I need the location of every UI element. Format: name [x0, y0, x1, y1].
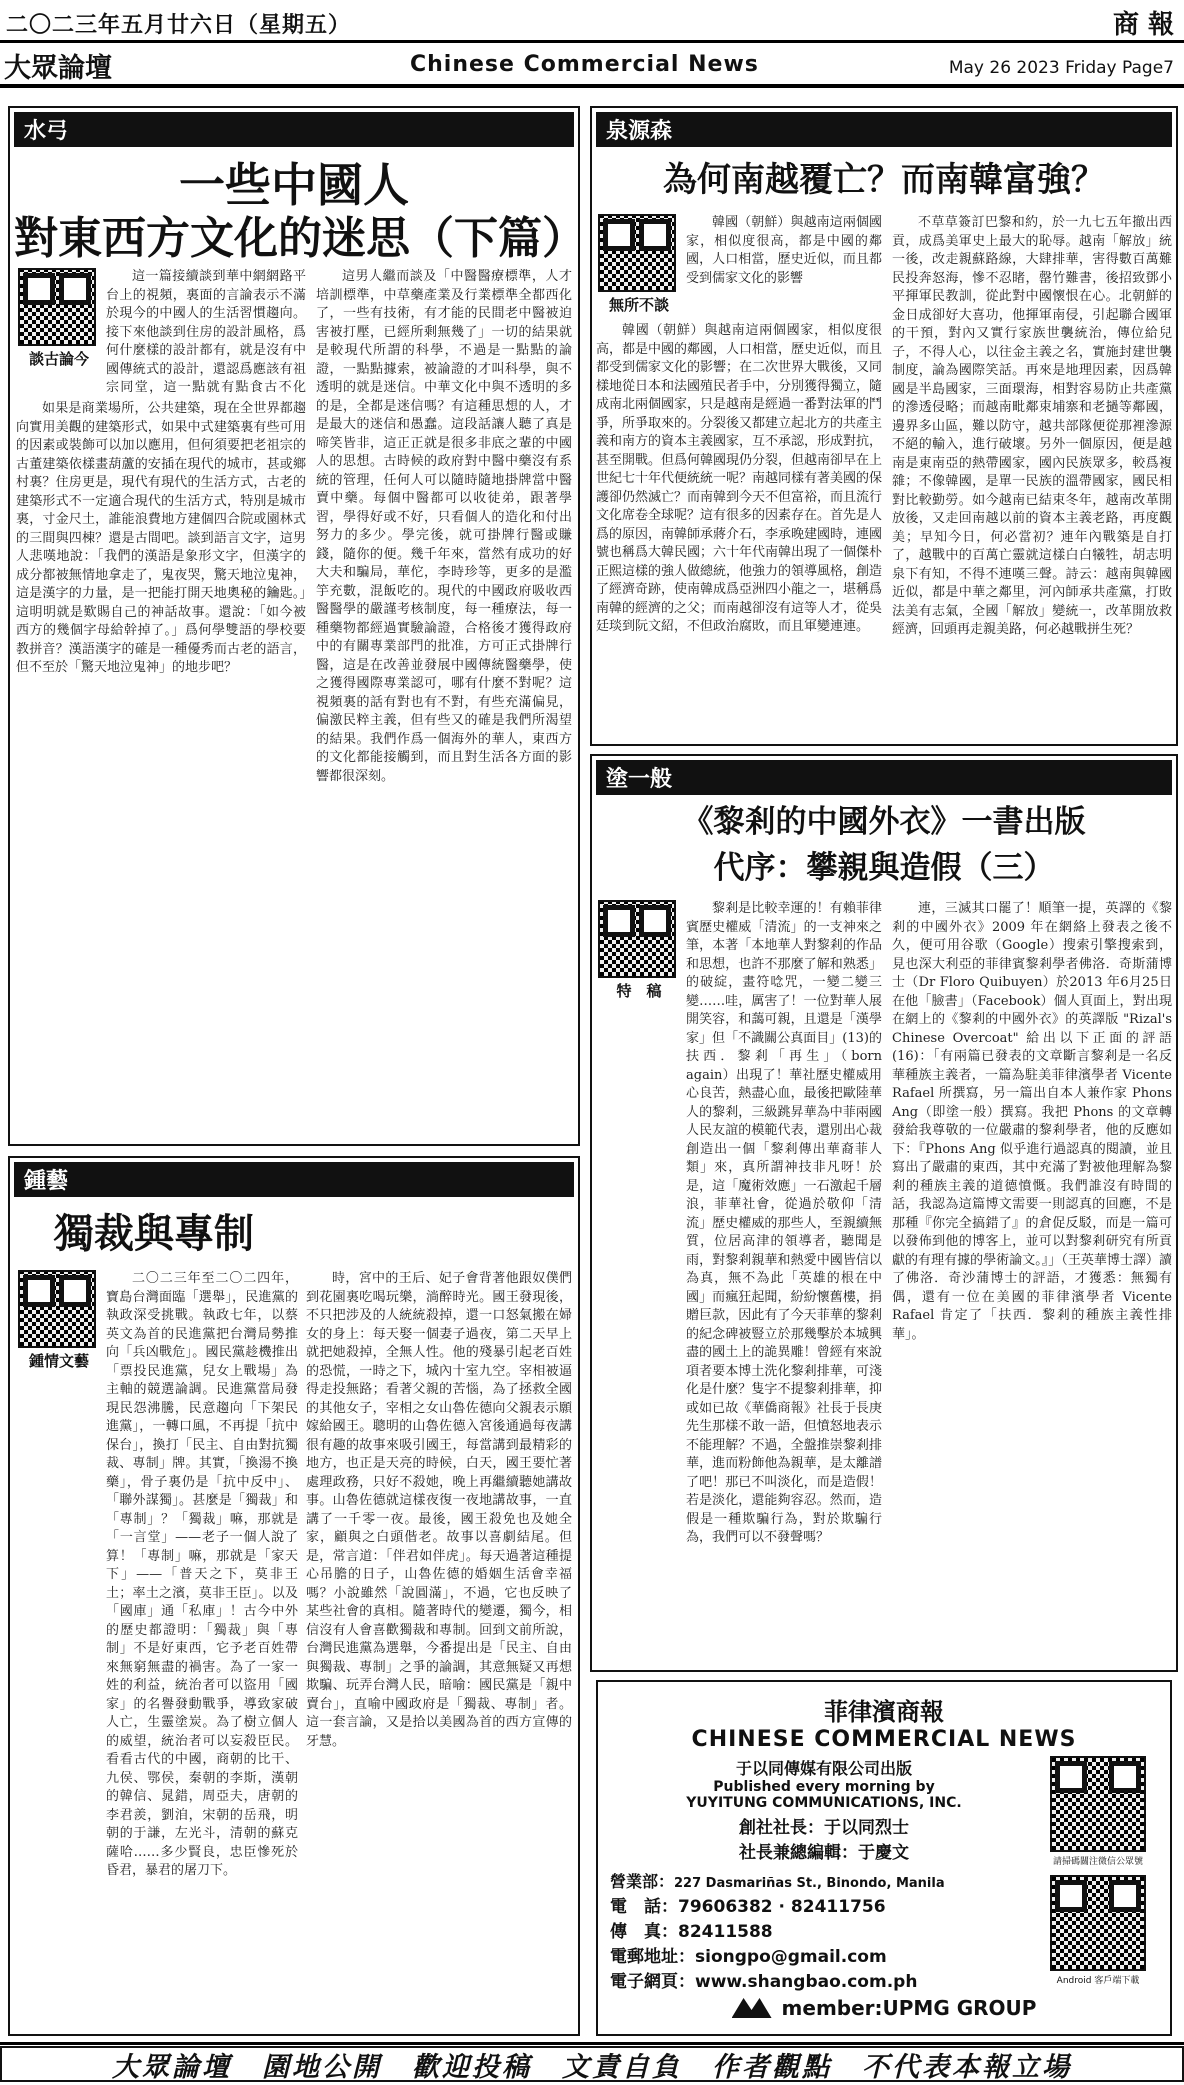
masthead-bottom-rule [0, 84, 1184, 88]
article-column-2: 這男人繼而談及「中醫醫療標準，人才培訓標準，中草藥產業及行業標準全都西化了，一些有技術，有才能的民間老中醫被迫害被打壓，已經所剩無幾了」一切的結果就是較現代所謂的科學，不過是一點點的論證，一點點據索，被論證的才叫科學，與不透明的就是迷信。中華文化中與不透明的多的是，全都是迷信嗎？有這種思想的人，才是最大的迷信和愚蠢。這段話讓人聽了真是啼笑皆非，這正正就是很多非底之輩的中國人的思想。古時候的政府對中醫中藥沒有系統的管理，任何人可以隨時隨地掛牌當中醫賣中藥。每個中醫都可以收徒弟，跟著學習，學得好或不好，只看個人的造化和付出努力的多少。學完後，就可掛牌行醫或賺錢，隨你的便。幾千年來，當然有成功的好大夫和騙局，華佗，李時珍等，更多的是濫竽充數，混飯吃的。現代的中國政府吸收西醫醫學的嚴謹考核制度，每一種療法，每一種藥物都經過實驗論證，合格後才獲得政府中的有關專業部門的批准，方可正式掛牌行醫，這是在改善並發展中國傳統醫藥學，使之獲得國際專業認可，哪有什麼不對呢？這視頻裏的話有對也有不對，有些充滿偏見，偏激民粹主義，但有些又的確是我們所渴望的結果。我們作爲一個海外的華人，東西方的文化都能接觸到，而且對生活各方面的影響都很深刻。 [316, 269, 572, 784]
article-title: 為何南越覆亡？而南韓富強？ [663, 160, 1105, 200]
qr-caption-android: Android 客戶端下載 [1056, 1976, 1140, 1986]
paper-english-name: Chinese Commercial News [410, 52, 759, 77]
colophon-editor: 社長兼總編輯：于慶文 [739, 1843, 909, 1863]
section-title: 大眾論壇 [4, 53, 112, 84]
fax-label: 傳 真： [610, 1922, 678, 1942]
column-label: 談古論今 [28, 350, 89, 368]
article-column-2: 時，宮中的王后、妃子會背著他跟奴僕們到花園裏吃喝玩樂，淌醉時光。國王發現後，不只把涉及的人統統殺掉，還一口怒氣搬在婦女的身上：每天娶一個妻子過夜，第二天早上就把她殺掉，全無人性。他的殘暴引起老百姓的恐慌，一時之下，城內十室九空。宰相被逼得走投無路；看著父親的苦惱，為了拯救全國的其他女子，宰相之女山魯佐德向父親表示願嫁給國王。聰明的山魯佐德入宮後通過每夜講很有趣的故事來吸引國王，每當講到最精彩的地方，也正是天亮的時候，白天，國王要忙著處理政務，只好不殺她，晚上再繼續聽她講故事。山魯佐德就這樣夜復一夜地講故事，一直講了一千零一夜。最後，國王殺免也及她全家，顧與之白頭偕老。故事以喜劇結尾。但是，常言道：「伴君如伴虎」。每天過著這種提心吊膽的日子，山魯佐德的婚姻生活會幸福嗎？小說雖然「說圓滿」，不過，它也反映了某些社會的真相。隨著時代的變遷，獨今，相信沒有人會喜歡獨裁和專制。回到文前所說，台灣民進黨為選舉，今番提出是「民主、自由與獨裁、專制」之爭的論調，其意無疑又再想欺騙、玩弄台灣人民，暗喻：國民黨是「親中賣台」，直喻中國政府是「獨裁、專制」者。這一套言論，又是拾以美國為首的西方宣傳的牙慧。 [306, 1271, 572, 1749]
author-bar: 泉源森 [596, 112, 1172, 147]
article-lead: 韓國（朝鮮）與越南這兩個國家，相似度很高，都是中國的鄰國，人口相當，歷史近似，而且都受到儒家文化的影響 [686, 215, 882, 286]
article-title-line2: 對東西方文化的迷思（下篇） [14, 213, 586, 264]
fax-value: 82411588 [678, 1922, 773, 1942]
article-column-1: 黎剎是比較幸運的！有賴菲律賓歷史權威「清流」的一支神來之筆，本著「本地華人對黎剎的作品和思想，也許不那麼了解和熟悉」的破綻，畫符唸咒，一變二變三變……哇，厲害了！一位對華人展開笑容，和藹可親，且還是「漢學家」但「不識關公真面目」(13)的扶西．黎剎「再生」（born again）出現了！華社歷史權威用心良苦，熱盡心血，最後把歐陸華人的黎剎，三級跳昇華為中菲兩國人民友誼的模範代表，還別出心裁創造出一個「黎剎傳出華裔菲人類」來，真所謂神技非凡呀！於是，這「魔術效應」一石激起千層浪，菲華社會，從過於敬仰「清流」歷史權威的那些人，至親續無質，位居高津的領導者，聽聞是雨，對黎剎親華和熱愛中國皆信以為真，無不為此「英雄的根在中國」而瘋狂起聞，紛紛懷舊樓，捐贈巨款，因此有了今天菲華的黎剎的紀念碑被豎立於那幾擊於本城興盡的國土上的詭異雕！曾經有來說項者要本博土洗化黎剎排華，可淺化是什麼？隻字不提黎剎排華，抑或如已故《華僑商報》社長于長庚先生那樣不敢一語，但憤怒地表示不能理解？不過，全盤推崇黎剎排華，進而粉飾他為親華，是太離譜了吧！那已不叫淡化，而是造假！若是淡化，還能夠容忍。然而，造假是一種欺騙行為，對於欺騙行為，我們可以不發聲嗎？ [686, 901, 882, 1545]
address-value: 227 Dasmariñas St., Binondo, Manila [674, 1876, 945, 1891]
upmg-logo-icon [732, 1998, 772, 2018]
phone-label: 電 話： [610, 1897, 678, 1917]
android-qr-icon[interactable] [1050, 1875, 1146, 1971]
article-column-2: 連，三滅其口罷了！順筆一提，英譯的《黎剎的中國外衣》2009 年在網絡上發表之後不久，便可用谷歌（Google）搜索引擎搜索到，見也深大利亞的菲律賓黎剎學者佛洛．奇斯蒲博士（Dr Floro Quibuyen）於2013 年6月25日在他「臉書」（Facebook）個人頁面上，對出現在網上的《黎剎的中國外衣》的英譯版 "Rizal's Chinese Overcoat" 給出以下正面的評語(16)：「有兩篇已發表的文章斷言黎剎是一名反華種族主義者，一篇為駐美菲律濱學者 Vicente Rafael 所撰寫，另一篇出自本人兼作家 Phons Ang（即塗一般）撰寫。我把 Phons 的文章轉發給我尊敬的一位嚴肅的黎剎學者，他的反應如下：『Phons Ang 似乎進行過認真的閱讀，並且寫出了嚴肅的東西，其中充滿了對被他理解為黎剎的種族主義的道德憤慨。我們誰沒有時間的話，我認為這篇博文需要一則認真的回應，不是那種『你完全搞錯了』的倉促反駁，而是一篇可以發佈到他的博客上，並可以對黎剎研究有所貢獻的有理有據的學術論文。』」（王英華博士譯）讀了佛洛．奇沙蒲博士的評語，才獲悉：無獨有偶，還有一位在美國的菲律濱學者 Vicente Rafael 肯定了「扶西．黎剎的種族主義性排華」。 [892, 901, 1172, 1342]
colophon-company-en: YUYITUNG COMMUNICATIONS, INC. [686, 1795, 962, 1811]
paper-name: 商 報 [1112, 10, 1174, 40]
wechat-qr-icon[interactable] [1050, 1756, 1146, 1852]
email-label: 電郵地址： [610, 1947, 695, 1967]
qr-block [598, 214, 680, 315]
article-title: 獨裁與專制 [54, 1211, 254, 1257]
qr-code-icon [18, 268, 96, 346]
web-label: 電子網頁： [610, 1972, 695, 1992]
author-bar: 鍾藝 [14, 1162, 574, 1197]
column-label: 特 稿 [616, 982, 662, 1000]
colophon-name-zh: 菲律濱商報 [824, 1698, 944, 1726]
colophon-box [596, 1680, 1172, 2036]
qr-block [18, 268, 100, 369]
article-column-1: 二〇二三年至二〇二四年，寶島台灣面臨「選舉」，民進黨的執政深受挑戰。執政七年，以蔡英文為首的民進黨把台灣局勢推向「兵凶戰危」。國民黨趁機推出「票投民進黨，兒女上戰場」為主軸的競選論調。民進黨當局發現民怨沸騰，民意趨向「下架民進黨」，一轉口風，不再提「抗中保台」，換打「民主、自由對抗獨裁、專制」牌。其實，「換湯不換藥」，骨子裏仍是「抗中反中」、「聯外謀獨」。甚麼是「獨裁」和「專制」？「獨裁」嘛，那就是「一言堂」——老子一個人說了算！「專制」嘛，那就是「家天下」——「普天之下，莫非王土；率土之濱，莫非王臣」。以及「國庫」通「私庫」！古今中外的歷史都證明：「獨裁」與「專制」不是好東西，它予老百姓帶來無窮無盡的禍害。為了一家一姓的利益，統治者可以盜用「國家」的名譽發動戰爭，導致家破人亡，生靈塗炭。為了樹立個人的威望，統治者可以妄殺臣民。看看古代的中國，商朝的比干、九侯、鄂侯，秦朝的李斯，漢朝的韓信、晁錯，周亞夫，唐朝的李君羨，劉洎，宋朝的岳飛，明朝的于謙，左光斗，清朝的蘇克薩哈……多少賢良，忠臣慘死於昏君，暴君的屠刀下。 [106, 1271, 298, 1878]
colophon-name-en: CHINESE COMMERCIAL NEWS [691, 1727, 1077, 1752]
colophon-founder: 創社社長：于以同烈士 [739, 1818, 909, 1838]
member-text: member:UPMG GROUP [781, 1996, 1037, 2020]
qr-caption-wechat: 請掃碼關注微信公眾號 [1052, 1857, 1143, 1867]
email-link[interactable]: siongpo@gmail.com [695, 1947, 887, 1967]
column-label: 無所不談 [608, 296, 669, 314]
author-bar: 塗一般 [596, 760, 1172, 795]
masthead-rule [0, 40, 1184, 43]
colophon-company-zh: 于以同傳媒有限公司出版 [735, 1759, 912, 1778]
issue-date: 二〇二三年五月廿六日（星期五） [6, 12, 352, 38]
article-column-1: 如果是商業場所，公共建築，現在全世界都趨向實用美觀的建築形式，如果中式建築裏有些可用的因素或裝飾可以加以應用，但何須要把老祖宗的古董建築依樣畫葫蘆的安插在現代的城市，甚或鄉村裏？住房更是，現代有現代的生活方式，古老的建築形式不一定適合現代的生活方式，特別是城市裏，寸金尺土，誰能浪費地方建個四合院或園林式的三間與四棟？還是古間吧。談到語言文字，這男人悲嘆地說：「我們的漢語是象形文字，但漢字的成分都被無情地拿走了，鬼夜哭，驚天地泣鬼神，這是漢字的力量，是一把能打開天地奧秘的鑰匙。」這明明就是歎賜自己的神話故事。還說：「如今被西方的幾個字母給幹掉了。」爲何學雙語的學校要教拼音？漢語漢字的確是一種優秀而古老的語言，但不至於「驚天地泣鬼神」的地步吧？ [16, 401, 306, 675]
column-label: 鍾情文藝 [28, 1352, 89, 1370]
footer-slogan: 大眾論壇 園地公開 歡迎投稿 文責自負 作者觀點 不代表本報立場 [112, 2051, 1072, 2083]
article-column-2: 不草草簽訂巴黎和約，於一九七五年撤出西貢，成爲美軍史上最大的恥辱。越南「解放」統一後，改走親蘇路線，大肆排華，害得數百萬難民投奔怒海，慘不忍睹，罄竹難書，後招致鄧小平揮軍民教訓，從此對中國懷恨在心。北朝鮮的金日成卻好大喜功，他揮軍南侵，引起聯合國軍的干預，對內又實行家族世襲統治，傳位給兒子，不得人心，以往金主義之名，實施封建世襲制度，論為國際笑話。再來是地理因素，因爲韓國是半島國家，三面環海，相對容易防止共產黨的滲透侵略；而越南毗鄰束埔寨和老撾等鄰國，邊界多山區，難以防守，越共部隊便從那裡滲源不絕的輸入，進行破壞。另外一個原因，便是越南是東南亞的熱帶國家，國內民族眾多，較爲複雜；不像韓國，是單一民族的溫帶國家，國民相對比較勤勞。如今越南已結束冬年，越南改革開放後，又走回南越以前的資本主義老路，再度觀美；早知今日，何必當初？連年內戰築是自打了，越戰中的百萬亡靈就這樣白白犧牲，胡志明泉下有知，不得不連嘆三聲。詩云：越南與韓國近似，都是中華之鄰里，河內師承共產黨，打敗法美有志氣，全國「解放」變統一，改革開放救經濟，回頭再走親美路，何必越戰拼生死？ [892, 215, 1172, 637]
page-info: May 26 2023 Friday Page7 [948, 58, 1174, 78]
article-lead: 這一篇接續談到華中網網路平台上的視頻，裏面的言論表示不滿於現今的中國人的生活習慣趨向。接下來他談到住房的設計風格，爲何什麼樣的設計都有，就是沒有中國傳統式的設計，還認爲應該有祖宗同堂，這一點就有點食古不化 [106, 269, 306, 395]
article-column-1: 韓國（朝鮮）與越南這兩個國家，相似度很高，都是中國的鄰國，人口相當，歷史近似，而且都受到儒家文化的影響；在二次世界大戰後，又同樣地從日本和法國殖民者手中，分別獲得獨立，隨成南北兩個國家，只是越南是經過一番對法軍的鬥爭，所爭取來的。分裂後又都建立起北方的共產主義和南方的資本主義國家，互不承認，形成對抗，甚至開戰。但爲何韓國現仍分裂，但越南卻早在上世紀七十年代便統統一呢？南越同樣有著美國的保護卻仍然滅亡？而南韓到今天不但富裕，而且流行文化席卷全球呢？這有很多的因素存在。首先是人爲的原因，南韓師承蔣介石，李承晚建國時，連國號也稱爲大韓民國；六十年代南韓出現了一個傑朴正熙這樣的強人做總統，他強力的領導風格，創造了經濟奇跡，使南韓成爲亞洲四小龍之一，堪稱爲南韓的經濟的之父；而南越卻沒有這等人才，從吳廷琰到阮文紹，不但政治腐敗，而且軍變連連。 [596, 323, 882, 634]
author-bar: 水弓 [14, 112, 574, 147]
web-link[interactable]: www.shangbao.com.ph [695, 1972, 918, 1992]
qr-code-icon [598, 214, 676, 292]
article-title-line2: 代序：攀親與造假（三） [713, 850, 1055, 886]
footer-banner [0, 2046, 1184, 2082]
address-label: 營業部： [610, 1872, 675, 1891]
article-title-line1: 一些中國人 [179, 158, 409, 212]
colophon-published-by: Published every morning by [713, 1779, 935, 1795]
article-title-line1: 《黎剎的中國外衣》一書出版 [682, 804, 1086, 840]
phone-value: 79606382 · 82411756 [678, 1897, 886, 1917]
